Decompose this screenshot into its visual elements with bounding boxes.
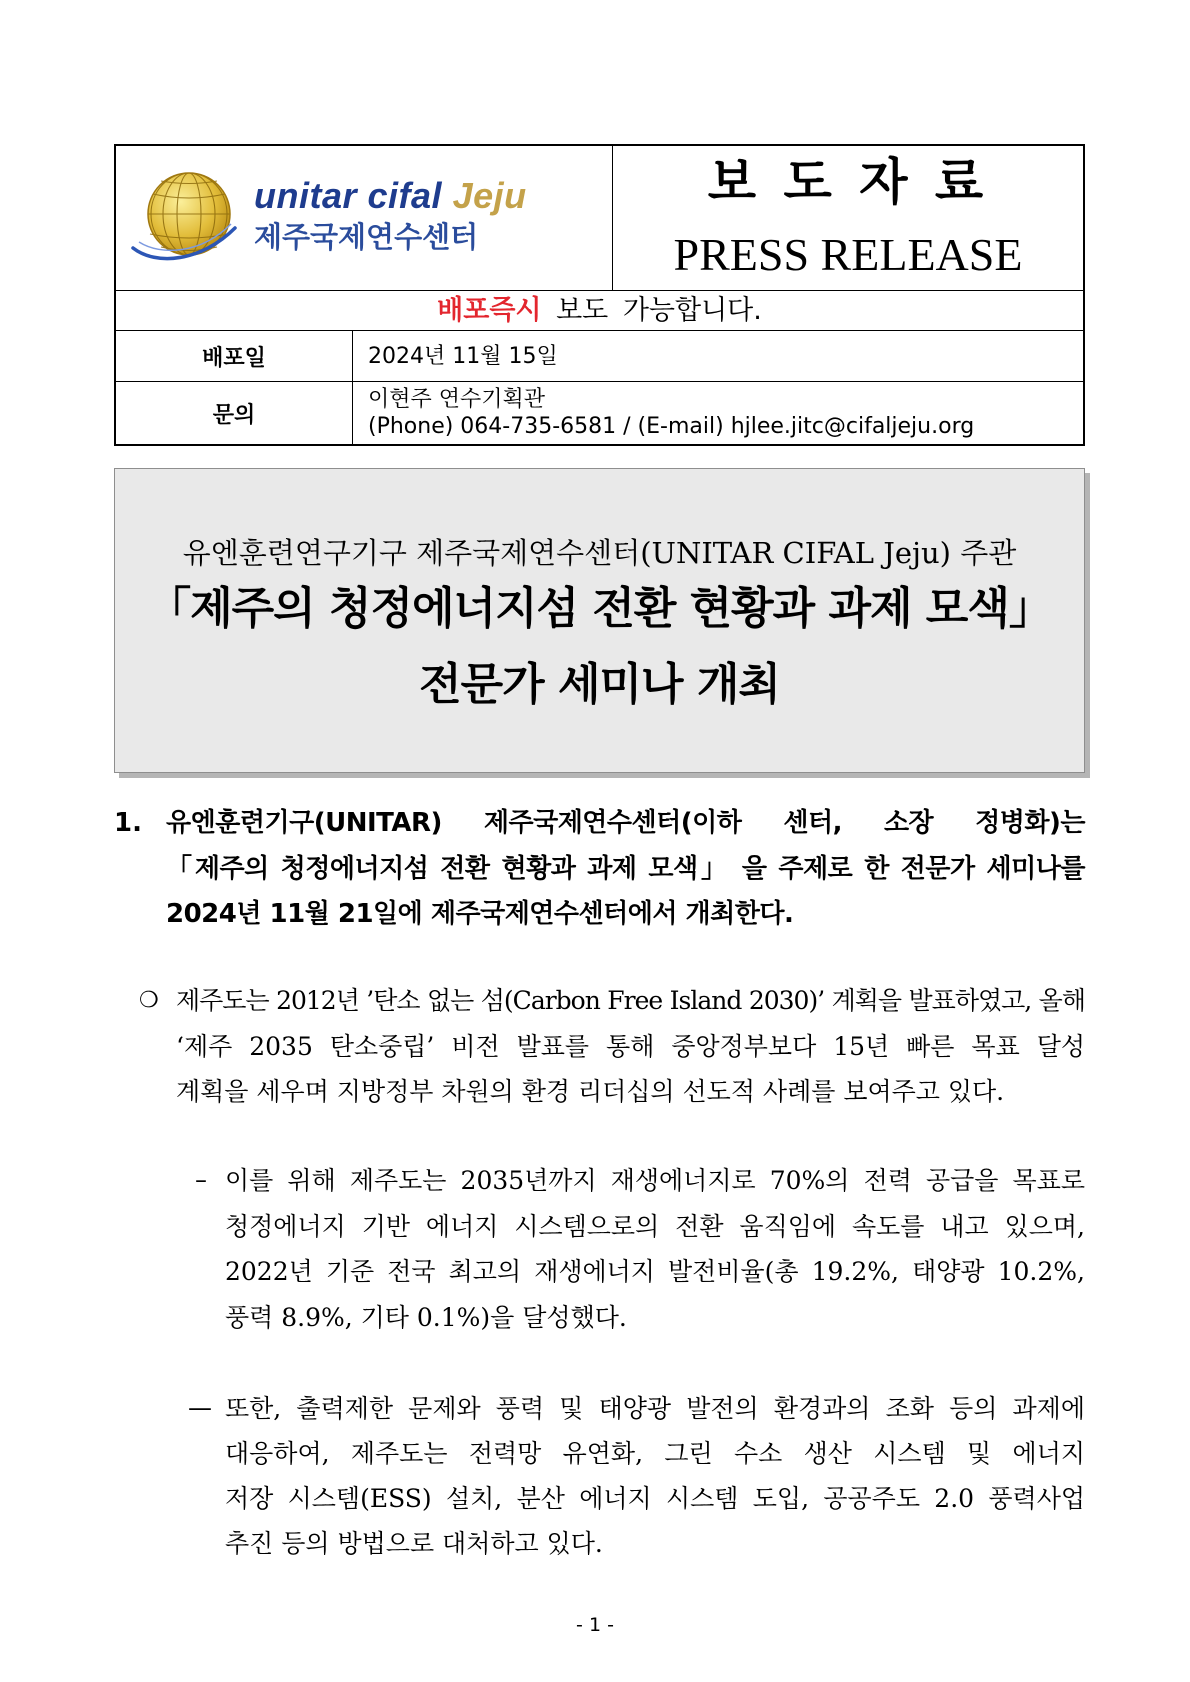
dash-bullet-icon: –	[195, 1166, 207, 1194]
press-release-title-english: PRESS RELEASE	[673, 229, 1023, 280]
release-date-text: 2024년 11월 15일	[368, 343, 558, 369]
dash-1-paragraph	[225, 1158, 1085, 1340]
press-release-title-korean: 보 도 자 료	[707, 153, 989, 211]
page-number: - 1 -	[576, 1614, 614, 1636]
section-number: 1.	[114, 808, 142, 838]
release-notice-emphasis: 배포즉시	[437, 295, 542, 326]
logo-korean-name: 제주국제연수센터	[254, 220, 479, 254]
paragraph-line: 저장 시스템(ESS) 설치, 분산 에너지 시스템 도입, 공공주도 2.0 풍력사업	[225, 1484, 1085, 1513]
paragraph-line: 풍력 8.9%, 기타 0.1%)을 달성했다.	[225, 1302, 627, 1332]
paragraph-line: ‘제주 2035 탄소중립’ 비전 발표를 통해 중앙정부보다 15년 빠른 목표 달성	[176, 1031, 1085, 1061]
headline-subtitle: 전문가 세미나 개최	[419, 659, 780, 710]
paragraph-line: 추진 등의 방법으로 대처하고 있다.	[225, 1529, 603, 1558]
globe-icon	[131, 170, 237, 266]
contact-name: 이현주 연수기획관	[368, 387, 546, 412]
contact-details: (Phone) 064-735-6581 / (E-mail) hjlee.jitc@cifaljeju.org	[368, 414, 975, 439]
bullet-1-paragraph	[176, 978, 1085, 1115]
logo-brand-text: unitar cifal	[254, 175, 443, 216]
title-cell	[613, 146, 1083, 291]
contact-value	[353, 382, 1083, 444]
paragraph-line: 이를 위해 제주도는 2035년까지 재생에너지로 70%의 전력 공급을 목표로	[225, 1166, 1085, 1195]
paragraph-line: 또한, 출력제한 문제와 풍력 및 태양광 발전의 환경과의 조화 등의 과제에	[225, 1394, 1085, 1423]
logo-city-text: Jeju	[452, 175, 527, 216]
paragraph-line: 계획을 세우며 지방정부 차원의 환경 리더십의 선도적 사례를 보여주고 있다.	[176, 1077, 1005, 1106]
em-dash-bullet-icon: —	[188, 1394, 212, 1422]
paragraph-line: 2022년 기준 전국 최고의 재생에너지 발전비율(총 19.2%, 태양광 10.2%,	[225, 1257, 1085, 1287]
release-notice-row	[116, 291, 1083, 331]
logo-wordmark	[254, 174, 527, 218]
headline-organizer: 유엔훈련연구기구 제주국제연수센터(UNITAR CIFAL Jeju) 주관	[182, 536, 1017, 570]
release-date-value	[353, 331, 1083, 382]
contact-label: 문의	[116, 382, 353, 444]
headline-title: 「제주의 청정에너지섬 전환 현황과 과제 모색」	[147, 583, 1052, 634]
dash-2-paragraph	[225, 1386, 1085, 1566]
paragraph-line: 제주도는 2012년 ’탄소 없는 섬(Carbon Free Island 2030)’ 계획을 발표하였고, 올해	[176, 986, 1085, 1015]
paragraph-line: 「제주의 청정에너지섬 전환 현황과 과제 모색」 을 주제로 한 전문가 세미나를	[166, 853, 1085, 884]
hollow-circle-bullet-icon: ❍	[139, 988, 159, 1013]
paragraph-line: 유엔훈련기구(UNITAR) 제주국제연수센터(이하 센터, 소장 정병화)는	[166, 808, 1085, 838]
press-header-table	[114, 144, 1085, 446]
paragraph-line: 2024년 11월 21일에 제주국제연수센터에서 개최한다.	[166, 899, 794, 929]
headline-box	[114, 468, 1085, 773]
paragraph-line: 대응하여, 제주도는 전력망 유연화, 그린 수소 생산 시스템 및 에너지	[225, 1439, 1085, 1468]
paragraph-line: 청정에너지 기반 에너지 시스템으로의 전환 움직임에 속도를 내고 있으며,	[225, 1211, 1085, 1241]
section-1-paragraph	[166, 801, 1085, 938]
logo-cell	[116, 146, 613, 291]
release-notice-text: 보도 가능합니다.	[556, 295, 762, 326]
release-date-label: 배포일	[116, 331, 353, 382]
